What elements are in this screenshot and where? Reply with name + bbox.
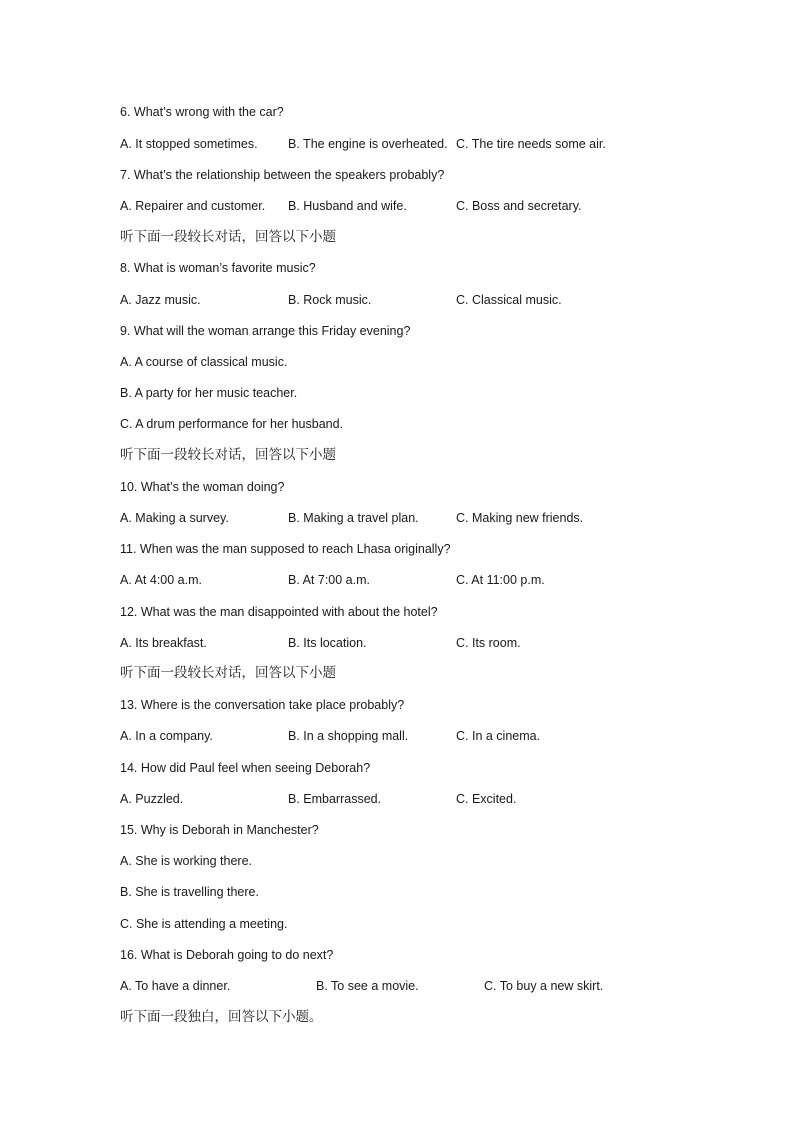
q10-option-c: C. Making new friends. (456, 511, 584, 525)
q11-option-c: C. At 11:00 p.m. (456, 573, 545, 587)
q10-option-b: B. Making a travel plan. (288, 511, 419, 525)
q7-option-b: B. Husband and wife. (288, 199, 407, 213)
q6-option-a: A. It stopped sometimes. (120, 137, 258, 151)
q6-option-c: C. The tire needs some air. (456, 137, 606, 151)
section-heading-1: 听下面一段较长对话，回答以下小题 (120, 229, 336, 245)
question-10: 10. What’s the woman doing? (120, 480, 285, 494)
q16-option-b: B. To see a movie. (316, 979, 419, 993)
q13-option-b: B. In a shopping mall. (288, 729, 409, 743)
q12-option-b: B. Its location. (288, 636, 367, 650)
q14-option-a: A. Puzzled. (120, 792, 184, 806)
q10-option-a: A. Making a survey. (120, 511, 229, 525)
question-6: 6. What’s wrong with the car? (120, 105, 284, 119)
q6-option-b: B. The engine is overheated. (288, 137, 448, 151)
q16-option-c: C. To buy a new skirt. (484, 979, 604, 993)
q13-option-a: A. In a company. (120, 729, 213, 743)
q9-option-b: B. A party for her music teacher. (120, 386, 298, 400)
q11-option-b: B. At 7:00 a.m. (288, 573, 370, 587)
q15-option-b: B. She is travelling there. (120, 885, 259, 899)
question-8: 8. What is woman’s favorite music? (120, 261, 316, 275)
section-heading-4: 听下面一段独白，回答以下小题。 (120, 1009, 323, 1025)
q15-option-a: A. She is working there. (120, 854, 253, 868)
q8-option-c: C. Classical music. (456, 293, 562, 307)
q15-option-c: C. She is attending a meeting. (120, 917, 288, 931)
q9-option-c: C. A drum performance for her husband. (120, 417, 344, 431)
q14-option-b: B. Embarrassed. (288, 792, 382, 806)
q9-option-a: A. A course of classical music. (120, 355, 288, 369)
question-7: 7. What’s the relationship between the speakers probably? (120, 168, 445, 182)
q8-option-b: B. Rock music. (288, 293, 372, 307)
question-15: 15. Why is Deborah in Manchester? (120, 823, 319, 837)
question-11: 11. When was the man supposed to reach Lhasa originally? (120, 542, 451, 556)
q8-option-a: A. Jazz music. (120, 293, 201, 307)
question-14: 14. How did Paul feel when seeing Deborah? (120, 761, 371, 775)
question-12: 12. What was the man disappointed with about the hotel? (120, 605, 438, 619)
q12-option-c: C. Its room. (456, 636, 521, 650)
q13-option-c: C. In a cinema. (456, 729, 541, 743)
q12-option-a: A. Its breakfast. (120, 636, 207, 650)
question-13: 13. Where is the conversation take place probably? (120, 698, 405, 712)
section-heading-3: 听下面一段较长对话，回答以下小题 (120, 665, 336, 681)
section-heading-2: 听下面一段较长对话，回答以下小题 (120, 447, 336, 463)
q14-option-c: C. Excited. (456, 792, 517, 806)
question-9: 9. What will the woman arrange this Friday evening? (120, 324, 411, 338)
q7-option-a: A. Repairer and customer. (120, 199, 266, 213)
q11-option-a: A. At 4:00 a.m. (120, 573, 202, 587)
q16-option-a: A. To have a dinner. (120, 979, 231, 993)
q7-option-c: C. Boss and secretary. (456, 199, 582, 213)
question-16: 16. What is Deborah going to do next? (120, 948, 334, 962)
